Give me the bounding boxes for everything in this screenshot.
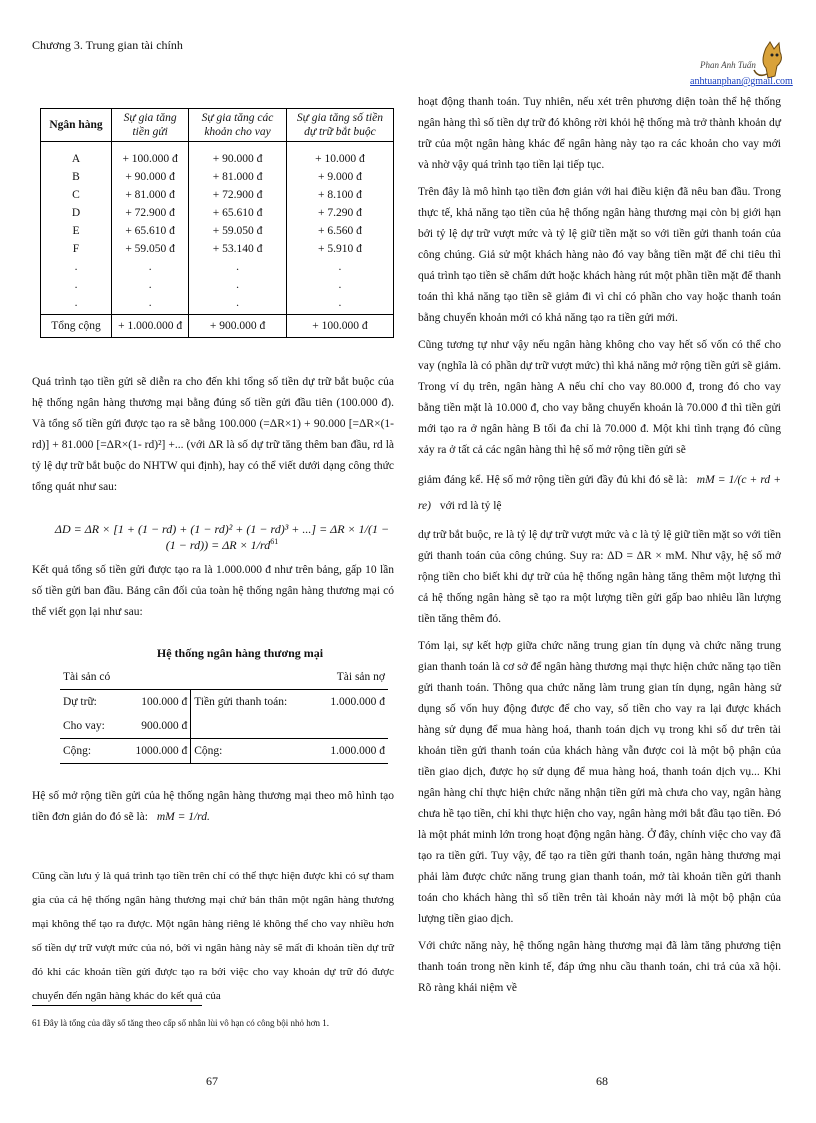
table-cell: + 72.900 đ: [212, 189, 263, 201]
loans-value: 900.000 đ: [119, 714, 191, 739]
left-paragraph-1: [32, 372, 394, 504]
paragraph: Cũng cần lưu ý là quá trình tạo tiền trên chỉ có thể thực hiện được khi có sự tham gia của cả hệ thống ngân hàng thương mại chứ bản thân một ngân hàng thương mại không thể tạo ra được. Một ngân hàng riêng lẻ không thể cho vay nhiều hơn số tiền dự trữ vượt mức của nó, bởi vì ngân hàng này sẽ mất đi khoản tiền dự trữ đó khi các khoản tiền gửi được tạo ra bởi việc cho vay khoản dự trữ đó được chuyển đến ngân hàng khác do kết quả của: [32, 870, 394, 1002]
table-cell: + 65.610 đ: [125, 225, 175, 237]
table-cell: + 90.000 đ: [125, 171, 175, 183]
paragraph: với rd là tỷ lệ: [439, 500, 502, 512]
table-cell: + 81.000 đ: [125, 189, 175, 201]
bank-rows: [41, 142, 394, 315]
bank-column: [41, 142, 112, 315]
table-cell: A: [71, 153, 81, 165]
deposit-creation-table: [40, 108, 394, 338]
table-cell: + 6.560 đ: [317, 225, 362, 237]
table-cell: + 1.000.000 đ: [112, 315, 189, 338]
chapter-title: Chương 3. Trung gian tài chính: [32, 38, 183, 52]
assets-total-label: Cộng:: [63, 745, 92, 757]
paragraph: Kết quả tổng số tiền gửi được tạo ra là 1.000.000 đ như trên bảng, gấp 10 lần số tiền gửi ban đầu. Bảng cân đối của toàn hệ thống ngân hàng thương mại có thể viết gọn lại như sau:: [32, 564, 394, 618]
left-paragraph-4: [32, 864, 394, 1014]
table-cell: E: [72, 225, 80, 237]
loans-label: Cho vay:: [63, 720, 105, 732]
table-cell: + 59.050 đ: [212, 225, 263, 237]
balance-sheet-table: [60, 665, 388, 764]
table-cell: + 100.000 đ: [122, 153, 178, 165]
reserves-value: 100.000 đ: [119, 690, 191, 715]
table-cell: + 100.000 đ: [286, 315, 393, 338]
footnote: 61 Đây là tổng của dãy số tăng theo cấp số nhân lùi vô hạn có công bội nhỏ hơn 1.: [32, 1018, 329, 1028]
table-cell: F: [72, 243, 80, 255]
table-cell: C: [72, 189, 80, 201]
paragraph: Trên đây là mô hình tạo tiền đơn giản với hai điều kiện đã nêu ban đầu. Trong thực tế, khả năng tạo tiền của hệ thống ngân hàng thương mại còn bị giới hạn bởi tỷ lệ dự trữ vượt mức và tỷ lệ giữ tiền mặt so với tiền gửi thanh toán của công chúng. Giả sử một khách hàng nào đó vay bằng tiền mặt để chi tiêu thì quá trình tạo tiền sẽ chấm dứt hoặc khách hàng rút một phần tiền mặt để thanh toán thì khả năng tạo tiền sẽ giảm đi vì chỉ có phần cho vay hoặc thanh toán bằng chuyển khoản mới có khả năng tạo ra tiền gửi mới.: [418, 186, 781, 324]
deposit-column: [112, 142, 189, 315]
formula-text: ΔD = ΔR × [1 + (1 − rd) + (1 − rd)² + (1 − rd)³ + ...] = ΔR × 1/(1 − (1 − rd)) = ΔR × 1/rd: [54, 522, 390, 552]
table-cell: .: [148, 279, 152, 291]
table-cell: + 53.140 đ: [212, 243, 263, 255]
table-cell: + 59.050 đ: [125, 243, 175, 255]
balance-sheet-title: Hệ thống ngân hàng thương mại: [156, 646, 324, 660]
paragraph: dự trữ bắt buộc, re là tỷ lệ dự trữ vượt mức và c là tỷ lệ giữ tiền mặt so với tiền gửi thanh toán của công chúng. Suy ra: ΔD = ΔR × mM. Như vậy, hệ số mở rộng tiền cho biết khi dự trữ của hệ thống ngân hàng tăng thêm một lượng thì cả hệ thống ngân hàng sẽ tạo ra một lượng tiền gửi gấp bao nhiêu lần lượng tiền tăng thêm đó.: [418, 529, 781, 625]
liabilities-label: Tài sản nợ: [336, 671, 385, 683]
table-cell: + 65.610 đ: [212, 207, 263, 219]
formula-multiplier-simple: mM = 1/rd.: [156, 811, 210, 823]
author-email-link[interactable]: anhtuanphan@gmail.com: [690, 76, 793, 87]
paragraph: Hệ số mở rộng tiền gửi của hệ thống ngân hàng thương mại theo mô hình tạo tiền đơn giản do đó sẽ là:: [32, 790, 394, 823]
column-header: Sự gia tăng số tiền dự trữ bắt buộc: [286, 109, 393, 142]
paragraph: Với chức năng này, hệ thống ngân hàng thương mại đã làm tăng phương tiện thanh toán trong nền kinh tế, đáp ứng nhu cầu thanh toán, chi trả của xã hội. Rõ ràng khái niệm về: [418, 940, 781, 994]
assets-total-value: 1000.000 đ: [119, 739, 191, 764]
paragraph: Cũng tương tự như vậy nếu ngân hàng không cho vay hết số vốn có thể cho vay (nghĩa là có phần dự trữ vượt mức) thì khả năng mở rộng tiền gửi sẽ giảm. Trong ví dụ trên, ngân hàng A nếu chỉ cho vay 80.000 đ, trong đó cho vay bằng tiền mặt là 10.000 đ, cho vay bằng chuyển khoản là 70.000 đ thì tiền gửi mới tạo ra ở ngân hàng B tối đa chỉ là 70.000 đ. Một khi tình trạng đó cũng xảy ra ở tất cả các ngân hàng thì hệ số mở rộng tiền gửi sẽ: [418, 339, 781, 456]
table-cell: D: [71, 207, 81, 219]
table-cell: + 900.000 đ: [189, 315, 287, 338]
table-cell: + 8.100 đ: [317, 189, 362, 201]
paragraph: Quá trình tạo tiền gửi sẽ diễn ra cho đến khi tổng số tiền dự trữ bắt buộc của hệ thống ngân hàng thương mại bằng đúng số tiền gửi đầu tiên (100.000 đ). Và tổng số tiền gửi được tạo ra sẽ bằng 100.000 (=ΔR×1) + 90.000 [=ΔR×(1- rd)] + 81.000 [=ΔR×(1- rd)²] +... (với ΔR là số dự trữ tăng thêm ban đầu, rd là tỷ lệ dự trữ bắt buộc do NHTW qui định), hay có thể viết dưới dạng công thức tổng quát như sau:: [32, 376, 394, 493]
table-cell: + 72.900 đ: [125, 207, 175, 219]
table-cell: B: [72, 171, 80, 183]
table-cell: + 9.000 đ: [317, 171, 362, 183]
left-paragraph-3: [32, 786, 394, 834]
formula-total-deposits: [52, 522, 392, 553]
table-cell: + 5.910 đ: [317, 243, 362, 255]
table-cell: .: [74, 261, 78, 273]
page-number-left: 67: [206, 1074, 218, 1088]
loans-column: [189, 142, 287, 315]
paragraph: giảm đáng kể. Hệ số mở rộng tiền gửi đầy đủ khi đó sẽ là:: [418, 474, 688, 486]
column-header: Sự gia tăng tiền gửi: [112, 109, 189, 142]
assets-label: Tài sản có: [63, 671, 111, 683]
page-number-right: 68: [596, 1074, 608, 1088]
paragraph: Tóm lại, sự kết hợp giữa chức năng trung gian tín dụng và chức năng trung gian thanh toán là cơ sở để ngân hàng thương mại thực hiện chức năng tạo tiền gửi thanh toán. Thông qua chức năng làm trung gian tín dụng, ngân hàng sử dụng số vốn huy động được để cho vay, số tiền cho vay ra lại được khách hàng sử dụng để mua hàng hoá, thanh toán dịch vụ trong khi số dư trên tài khoản tiền gửi thanh toán của khách hàng vẫn được coi là một bộ phận của tiền giao dịch, được họ sử dụng để mua hàng hoá, thanh toán dịch vụ... Khi ngân hàng chỉ thực hiện chức năng nhận tiền gửi mà chưa cho vay, ngân hàng chưa hề tạo tiền, chỉ khi thực hiện cho vay, ngân hàng mới bắt đầu tạo tiền. Đó là một phát minh lớn trong hoạt động ngân hàng. Ở đây, chính việc cho vay đã tạo ra tiền gửi. Tuy vậy, để tạo ra tiền gửi thanh toán, ngân hàng thương mại phải làm được chức năng trung gian thanh toán, mở tài khoản tiền gửi thanh toán cho khách hàng thì số tiền trên tài khoản này mới là một bộ phận của lượng tiền giao dịch.: [418, 640, 781, 925]
column-header: Ngân hàng: [41, 109, 112, 142]
table-cell: + 10.000 đ: [315, 153, 365, 165]
table-cell: .: [338, 279, 342, 291]
paragraph: hoạt động thanh toán. Tuy nhiên, nếu xét trên phương diện toàn thể hệ thống ngân hàng thì số tiền dự trữ đó không rời khỏi hệ thống mà trở thành khoản dự trữ của một ngân hàng khác để ngân hàng này tạo ra các khoản cho vay mới và nhờ vậy quá trình tạo tiền lại tiếp tục.: [418, 96, 781, 171]
table-cell: + 7.290 đ: [317, 207, 362, 219]
table-cell: Tổng cộng: [41, 315, 112, 338]
footnote-divider: [32, 1005, 202, 1006]
table-cell: .: [338, 297, 342, 309]
footnote-ref: 61: [270, 537, 279, 546]
author-logo-text: Phan Anh Tuấn: [700, 60, 756, 70]
liabilities-total-label: Cộng:: [194, 745, 223, 757]
table-cell: + 90.000 đ: [212, 153, 263, 165]
table-cell: .: [148, 261, 152, 273]
table-cell: .: [338, 261, 342, 273]
column-header: Sự gia tăng các khoản cho vay: [189, 109, 287, 142]
table-cell: .: [236, 261, 239, 273]
total-row: [41, 315, 394, 338]
left-paragraph-2: [32, 560, 394, 629]
table-cell: .: [74, 279, 78, 291]
deposits-value: 1.000.000 đ: [330, 696, 385, 708]
formula-multiplier-full: mM = 1/(c + rd + re): [418, 474, 781, 512]
reserves-column: [286, 142, 393, 315]
table-cell: + 81.000 đ: [212, 171, 263, 183]
reserves-label: Dự trữ:: [63, 696, 97, 708]
right-column: [418, 92, 781, 1005]
table-cell: .: [148, 297, 152, 309]
table-cell: .: [74, 297, 78, 309]
table-cell: .: [236, 279, 239, 291]
table-cell: .: [236, 297, 239, 309]
deposits-label: Tiền gửi thanh toán:: [194, 696, 288, 708]
liabilities-total-value: 1.000.000 đ: [330, 745, 385, 757]
